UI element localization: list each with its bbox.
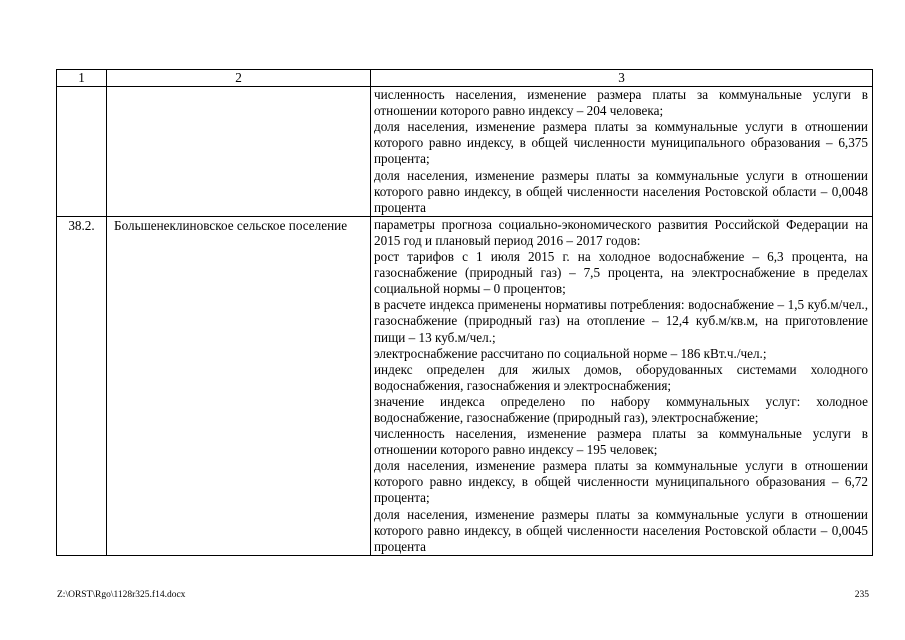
- table-header: [57, 70, 873, 87]
- table-row: [57, 216, 873, 555]
- description-paragraph: доля населения, изменение размеры платы за коммунальные услуги в отношении которого равно индексу, в общей численности населения Ростовской области – 0,0048 процента: [374, 167, 868, 215]
- description-paragraph: доля населения, изменение размера платы за коммунальные услуги в отношении которого равно индексу, в общей численности муниципального образования – 6,375 процента;: [374, 119, 868, 167]
- settlement-name-cell: Большенеклиновское сельское поселение: [107, 216, 371, 555]
- column-header-2: 2: [107, 70, 371, 87]
- table-body: [57, 87, 873, 556]
- description-paragraph: параметры прогноза социально-экономического развития Российской Федерации на 2015 год и плановый период 2016 – 2017 годов:: [374, 216, 868, 248]
- description-paragraph: численность населения, изменение размера платы за коммунальные услуги в отношении которого равно индексу – 204 человека;: [374, 87, 868, 119]
- description-paragraph: индекс определен для жилых домов, оборудованных системами холодного водоснабжения, газоснабжения и электроснабжения;: [374, 361, 868, 393]
- description-paragraph: в расчете индекса применены нормативы потребления: водоснабжение – 1,5 куб.м/чел., газоснабжение (природный газ) на отопление – 12,4 куб.м/кв.м, на приготовление пищи – 13 куб.м/чел.;: [374, 297, 868, 345]
- row-number-cell: [57, 87, 107, 217]
- description-paragraph: электроснабжение рассчитано по социальной норме – 186 кВт.ч./чел.;: [374, 345, 767, 361]
- description-cell: [371, 87, 873, 217]
- row-number-cell: 38.2.: [57, 216, 107, 555]
- description-paragraph: доля населения, изменение размеры платы за коммунальные услуги в отношении которого равно индексу, в общей численности населения Ростовской области – 0,0045 процента: [374, 506, 868, 554]
- column-header-3: 3: [371, 70, 873, 87]
- description-cell: [371, 216, 873, 555]
- table-header-row: [57, 70, 873, 87]
- description-paragraph: численность населения, изменение размера платы за коммунальные услуги в отношении которого равно индексу – 195 человек;: [374, 426, 868, 458]
- footer-page-number: 235: [854, 590, 869, 600]
- description-paragraph: доля населения, изменение размера платы за коммунальные услуги в отношении которого равно индексу, в общей численности муниципального образования – 6,72 процента;: [374, 458, 868, 506]
- description-paragraph: рост тарифов с 1 июля 2015 г. на холодное водоснабжение – 6,3 процента, на газоснабжение (природный газ) – 7,5 процента, на электроснабжение в пределах социальной нормы – 0 процентов;: [374, 249, 868, 297]
- document-table: [56, 69, 873, 556]
- table-row: [57, 87, 873, 217]
- settlement-name-cell: [107, 87, 371, 217]
- column-header-1: 1: [57, 70, 107, 87]
- footer-file-path: Z:\ORST\Rgo\1128r325.f14.docx: [57, 590, 186, 600]
- description-paragraph: значение индекса определено по набору коммунальных услуг: холодное водоснабжение, газоснабжение (природный газ), электроснабжение;: [374, 393, 868, 425]
